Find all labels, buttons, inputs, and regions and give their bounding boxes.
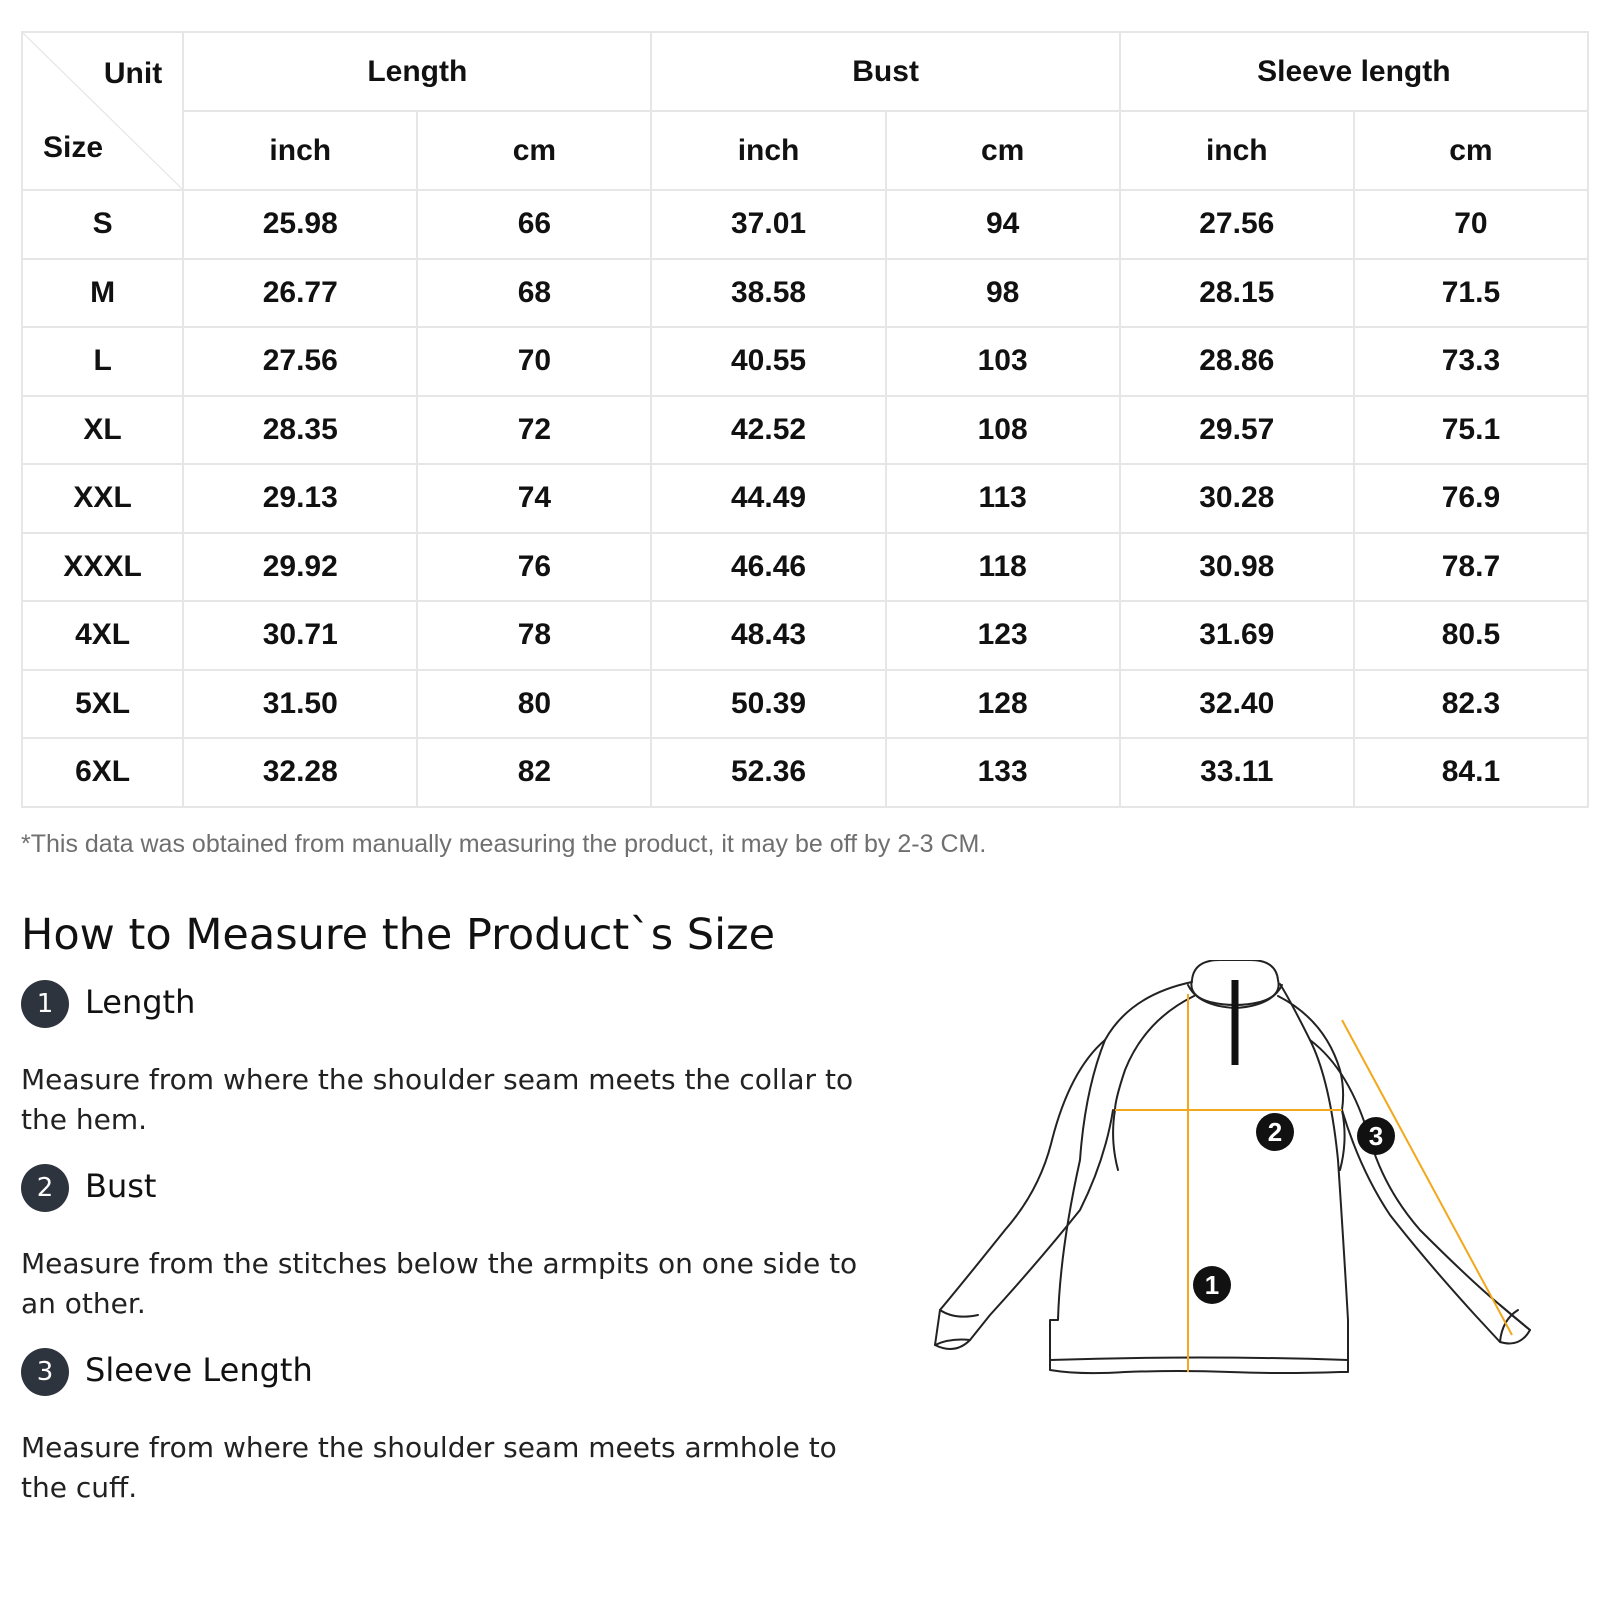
table-row	[22, 259, 1588, 328]
step-label: Sleeve Length	[85, 1351, 313, 1389]
step-number-badge: 1	[21, 980, 69, 1028]
step-number-badge: 3	[21, 1348, 69, 1396]
step-description: Measure from where the shoulder seam meets the collar to the hem.	[21, 1063, 854, 1136]
marker-number: 1	[1204, 1270, 1220, 1300]
size-cell: XL	[22, 396, 183, 465]
value-cell: 30.98	[1120, 533, 1354, 602]
value-cell: 70	[417, 327, 651, 396]
value-cell: 42.52	[651, 396, 885, 465]
size-chart-table	[21, 31, 1589, 808]
table-header-row	[22, 32, 1588, 111]
size-cell: L	[22, 327, 183, 396]
table-row	[22, 533, 1588, 602]
value-cell: 44.49	[651, 464, 885, 533]
value-cell: 38.58	[651, 259, 885, 328]
value-cell: 73.3	[1354, 327, 1588, 396]
value-cell: 29.57	[1120, 396, 1354, 465]
group-header-length: Length	[183, 32, 651, 111]
value-cell: 48.43	[651, 601, 885, 670]
size-cell: 4XL	[22, 601, 183, 670]
size-cell: XXL	[22, 464, 183, 533]
value-cell: 108	[886, 396, 1120, 465]
table-row	[22, 738, 1588, 807]
unit-header-cell: cm	[417, 111, 651, 190]
group-header-sleeve-length: Sleeve length	[1120, 32, 1588, 111]
garment-diagram	[930, 960, 1570, 1420]
value-cell: 118	[886, 533, 1120, 602]
measurement-note: *This data was obtained from manually measuring the product, it may be off by 2-3 CM.	[21, 830, 987, 858]
value-cell: 123	[886, 601, 1120, 670]
value-cell: 68	[417, 259, 651, 328]
table-row	[22, 670, 1588, 739]
value-cell: 103	[886, 327, 1120, 396]
value-cell: 31.69	[1120, 601, 1354, 670]
unit-label: Unit	[103, 57, 163, 90]
value-cell: 82.3	[1354, 670, 1588, 739]
value-cell: 27.56	[183, 327, 417, 396]
unit-header-cell: inch	[651, 111, 885, 190]
size-cell: XXXL	[22, 533, 183, 602]
value-cell: 29.92	[183, 533, 417, 602]
table-unit-row	[22, 111, 1588, 190]
step-label: Bust	[85, 1167, 157, 1205]
value-cell: 82	[417, 738, 651, 807]
step-number-badge: 2	[21, 1164, 69, 1212]
unit-header-cell: cm	[886, 111, 1120, 190]
value-cell: 74	[417, 464, 651, 533]
marker-number: 2	[1267, 1117, 1283, 1147]
guide-title: How to Measure the Product`s Size	[21, 910, 776, 960]
value-cell: 76	[417, 533, 651, 602]
value-cell: 29.13	[183, 464, 417, 533]
value-cell: 133	[886, 738, 1120, 807]
value-cell: 80	[417, 670, 651, 739]
value-cell: 26.77	[183, 259, 417, 328]
value-cell: 70	[1354, 190, 1588, 259]
value-cell: 27.56	[1120, 190, 1354, 259]
value-cell: 50.39	[651, 670, 885, 739]
value-cell: 128	[886, 670, 1120, 739]
value-cell: 28.86	[1120, 327, 1354, 396]
value-cell: 32.28	[183, 738, 417, 807]
size-cell: M	[22, 259, 183, 328]
value-cell: 30.28	[1120, 464, 1354, 533]
value-cell: 75.1	[1354, 396, 1588, 465]
value-cell: 32.40	[1120, 670, 1354, 739]
step-description: Measure from the stitches below the armpits on one side to an other.	[21, 1247, 858, 1320]
measure-lines	[1115, 994, 1512, 1372]
length-marker	[1193, 1266, 1231, 1304]
corner-header-cell	[22, 32, 183, 190]
value-cell: 25.98	[183, 190, 417, 259]
group-header-bust: Bust	[651, 32, 1119, 111]
value-cell: 52.36	[651, 738, 885, 807]
table-row	[22, 464, 1588, 533]
size-cell: S	[22, 190, 183, 259]
size-cell: 5XL	[22, 670, 183, 739]
value-cell: 98	[886, 259, 1120, 328]
size-label: Size	[43, 131, 104, 164]
unit-header-cell: inch	[183, 111, 417, 190]
sleeve-marker	[1357, 1117, 1395, 1155]
value-cell: 31.50	[183, 670, 417, 739]
value-cell: 46.46	[651, 533, 885, 602]
table-row	[22, 190, 1588, 259]
value-cell: 78.7	[1354, 533, 1588, 602]
unit-header-cell: inch	[1120, 111, 1354, 190]
value-cell: 28.15	[1120, 259, 1354, 328]
value-cell: 40.55	[651, 327, 885, 396]
value-cell: 80.5	[1354, 601, 1588, 670]
value-cell: 84.1	[1354, 738, 1588, 807]
value-cell: 66	[417, 190, 651, 259]
step-description: Measure from where the shoulder seam meets armhole to the cuff.	[21, 1431, 837, 1504]
value-cell: 71.5	[1354, 259, 1588, 328]
table-row	[22, 327, 1588, 396]
value-cell: 33.11	[1120, 738, 1354, 807]
step-label: Length	[85, 983, 196, 1021]
value-cell: 94	[886, 190, 1120, 259]
value-cell: 76.9	[1354, 464, 1588, 533]
table-row	[22, 601, 1588, 670]
size-rows	[22, 190, 1588, 807]
size-cell: 6XL	[22, 738, 183, 807]
value-cell: 30.71	[183, 601, 417, 670]
value-cell: 28.35	[183, 396, 417, 465]
unit-header-cell: cm	[1354, 111, 1588, 190]
value-cell: 113	[886, 464, 1120, 533]
bust-marker	[1256, 1113, 1294, 1151]
value-cell: 37.01	[651, 190, 885, 259]
marker-number: 3	[1368, 1121, 1384, 1151]
table-row	[22, 396, 1588, 465]
value-cell: 78	[417, 601, 651, 670]
value-cell: 72	[417, 396, 651, 465]
